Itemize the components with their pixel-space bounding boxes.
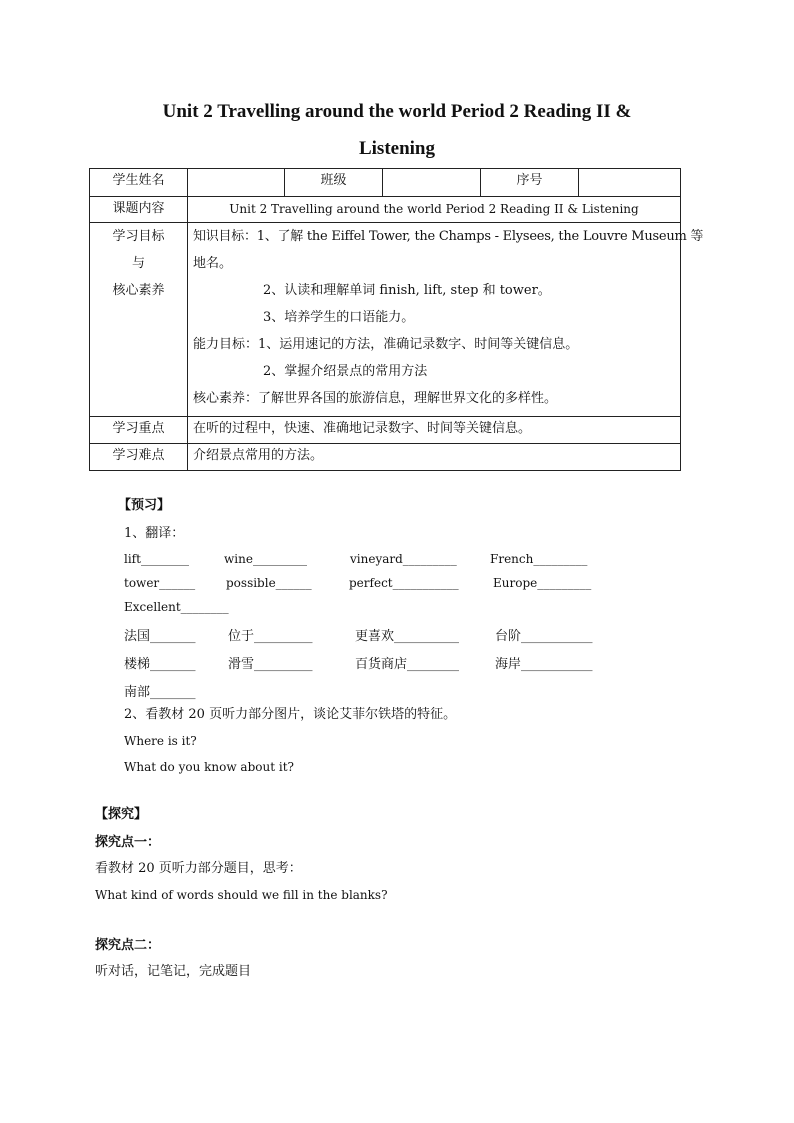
- class-label: 班级: [285, 169, 383, 197]
- class-cell[interactable]: [383, 169, 481, 197]
- vocab-item[interactable]: lift________: [124, 552, 189, 566]
- question-line: What do you know about it?: [124, 760, 294, 774]
- student-info-row: [90, 169, 681, 197]
- vocab-item[interactable]: possible______: [226, 576, 312, 590]
- difficult-points-content: 介绍景点常用的方法。: [188, 444, 681, 471]
- topic-content: Unit 2 Travelling around the world Period 2 Reading II & Listening: [188, 197, 681, 223]
- key-points-row: [90, 417, 681, 444]
- student-name-label: 学生姓名: [90, 169, 188, 197]
- number-cell[interactable]: [579, 169, 681, 197]
- vocab-cn-item[interactable]: 百货商店________: [355, 657, 460, 672]
- objective-line: 能力目标：1、运用速记的方法，准确记录数字、时间等关键信息。: [193, 337, 579, 352]
- vocab-cn-item[interactable]: 南部_______: [124, 685, 196, 700]
- vocab-item[interactable]: perfect___________: [349, 576, 459, 590]
- objectives-label-line: 与: [131, 256, 145, 271]
- objectives-label-line: 学习目标: [112, 229, 165, 244]
- key-points-content: 在听的过程中，快速、准确地记录数字、时间等关键信息。: [188, 417, 681, 444]
- number-label: 序号: [481, 169, 579, 197]
- explore-point-1-title: 探究点一：: [95, 835, 161, 850]
- objective-line: 3、培养学生的口语能力。: [263, 310, 415, 325]
- vocab-cn-item[interactable]: 法国_______: [124, 629, 196, 644]
- explore-point-2-instruction: 听对话，记笔记，完成题目: [95, 964, 252, 979]
- objective-line: 核心素养：了解世界各国的旅游信息，理解世界文化的多样性。: [193, 391, 558, 406]
- lesson-info-table: [89, 168, 704, 471]
- objectives-row: [90, 223, 681, 417]
- title-line-2: Listening: [358, 138, 436, 159]
- explore-point-1-question: What kind of words should we fill in the blanks?: [95, 888, 388, 902]
- vocab-item[interactable]: French_________: [490, 552, 588, 566]
- vocab-cn-item[interactable]: 楼梯_______: [124, 657, 196, 672]
- objective-line: 地名。: [193, 256, 233, 271]
- objective-line: 2、掌握介绍景点的常用方法: [263, 364, 428, 379]
- question-line: Where is it?: [124, 734, 197, 748]
- objectives-content: [188, 223, 704, 417]
- student-name-cell[interactable]: [188, 169, 285, 197]
- key-points-label: 学习重点: [90, 417, 188, 444]
- vocab-cn-item[interactable]: 位于_________: [228, 629, 313, 644]
- preview-heading: 【预习】: [118, 498, 171, 513]
- vocab-item[interactable]: wine_________: [224, 552, 307, 566]
- objective-line: 2、认读和理解单词 finish, lift, step 和 tower。: [263, 283, 551, 298]
- difficult-points-label: 学习难点: [90, 444, 188, 471]
- vocab-cn-item[interactable]: 海岸___________: [495, 657, 593, 672]
- objectives-label: [90, 223, 188, 417]
- vocab-item[interactable]: tower______: [124, 576, 196, 590]
- explore-point-1-instruction: 看教材 20 页听力部分题目，思考：: [95, 861, 302, 876]
- title-line-1: Unit 2 Travelling around the world Period 2 Reading II &: [162, 101, 632, 122]
- vocab-cn-item[interactable]: 滑雪_________: [228, 657, 313, 672]
- vocab-cn-item[interactable]: 更喜欢__________: [355, 629, 460, 644]
- explore-heading: 【探究】: [95, 807, 148, 822]
- objective-line: 知识目标：1、了解 the Eiffel Tower, the Champs - Elysees, the Louvre Museum 等: [193, 229, 704, 244]
- explore-point-2-title: 探究点二：: [95, 938, 161, 953]
- objectives-label-line: 核心素养: [112, 283, 165, 298]
- vocab-item[interactable]: Excellent________: [124, 600, 229, 614]
- topic-label: 课题内容: [90, 197, 188, 223]
- vocab-item[interactable]: vineyard_________: [350, 552, 457, 566]
- preview-task-2: 2、看教材 20 页听力部分图片，谈论艾菲尔铁塔的特征。: [124, 707, 457, 722]
- page-title: [100, 93, 694, 167]
- preview-task-1: 1、翻译：: [124, 526, 185, 541]
- difficult-points-row: [90, 444, 681, 471]
- vocab-item[interactable]: Europe_________: [493, 576, 592, 590]
- topic-row: [90, 197, 681, 223]
- vocab-cn-item[interactable]: 台阶___________: [495, 629, 593, 644]
